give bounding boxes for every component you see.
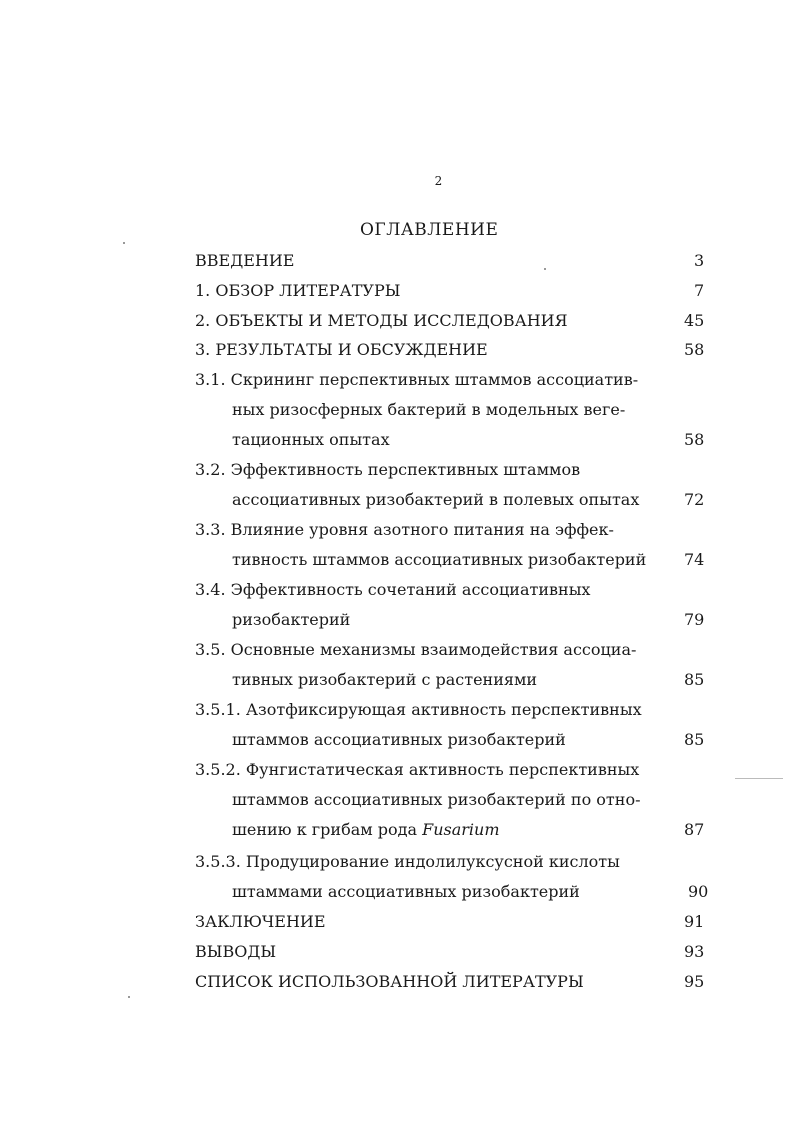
toc-entry-page: 3 — [694, 251, 705, 270]
toc-entry-section-3-4-end — [0, 608, 793, 632]
toc-entry-conclusion[interactable] — [0, 910, 793, 934]
toc-entry-title-cont: штаммами ассоциативных ризобактерий — [232, 882, 580, 901]
toc-entry-title-cont: тивность штаммов ассоциативных ризобактерий — [232, 550, 647, 569]
toc-entry-title: 2. ОБЪЕКТЫ И МЕТОДЫ ИССЛЕДОВАНИЯ — [195, 311, 568, 330]
toc-entry-section-3-5-3[interactable] — [0, 850, 793, 874]
toc-entry-page: 85 — [684, 670, 705, 689]
toc-entry-section-3-5[interactable] — [0, 638, 793, 662]
toc-entry-title-cont: штаммов ассоциативных ризобактерий по отно- — [232, 790, 641, 809]
toc-entry-title: 3.2. Эффективность перспективных штаммов — [195, 460, 581, 479]
toc-entry-page: 58 — [684, 430, 705, 449]
toc-entry-title: 3.3. Влияние уровня азотного питания на эффек- — [195, 520, 614, 539]
toc-entry-page: 79 — [684, 610, 705, 629]
toc-entry-page: 58 — [684, 340, 705, 359]
toc-entry-page: 85 — [684, 730, 705, 749]
genus-name: Fusarium — [422, 820, 500, 839]
toc-entry-section-3-5-2[interactable] — [0, 758, 793, 782]
toc-entry-title-cont: ассоциативных ризобактерий в полевых опытах — [232, 490, 640, 509]
toc-entry-title: 3.5.3. Продуцирование индолилуксусной кислоты — [195, 852, 620, 871]
toc-entry-page: 87 — [684, 820, 705, 839]
toc-entry-section-3-2[interactable] — [0, 458, 793, 482]
toc-entry-page: 74 — [684, 550, 705, 569]
toc-entry-page: 72 — [684, 490, 705, 509]
toc-entry-chapter-1[interactable] — [0, 279, 793, 303]
scan-speck — [123, 242, 125, 244]
toc-entry-title: ЗАКЛЮЧЕНИЕ — [195, 912, 326, 931]
scan-line — [735, 778, 783, 779]
toc-entry-title: ВВЕДЕНИЕ — [195, 251, 295, 270]
toc-entry-section-3-4[interactable] — [0, 578, 793, 602]
toc-entry-section-3-3[interactable] — [0, 518, 793, 542]
toc-entry-title-cont: тационных опытах — [232, 430, 390, 449]
toc-entry-page: 95 — [684, 972, 705, 991]
scan-speck — [544, 268, 546, 270]
toc-entry-section-3-5-end — [0, 668, 793, 692]
toc-entry-findings[interactable] — [0, 940, 793, 964]
toc-entry-title: 3.1. Скрининг перспективных штаммов ассоциатив- — [195, 370, 639, 389]
toc-entry-title: 1. ОБЗОР ЛИТЕРАТУРЫ — [195, 281, 401, 300]
toc-entry-section-3-5-1-end — [0, 728, 793, 752]
toc-entry-section-3-5-3-end — [0, 880, 793, 904]
toc-entry-page: 90 — [688, 882, 709, 901]
toc-entry-title: СПИСОК ИСПОЛЬЗОВАННОЙ ЛИТЕРАТУРЫ — [195, 972, 584, 991]
toc-entry-title-text: шению к грибам рода — [232, 820, 423, 839]
toc-entry-section-3-1-cont — [0, 398, 793, 422]
toc-entry-title: 3.5.1. Азотфиксирующая активность перспективных — [195, 700, 642, 719]
toc-entry-title: ВЫВОДЫ — [195, 942, 277, 961]
toc-entry-title-cont: ризобактерий — [232, 610, 351, 629]
toc-entry-title: 3.4. Эффективность сочетаний ассоциативных — [195, 580, 591, 599]
toc-entry-section-3-1[interactable] — [0, 368, 793, 392]
toc-entry-section-3-5-1[interactable] — [0, 698, 793, 722]
toc-entry-section-3-1-end — [0, 428, 793, 452]
toc-entry-introduction[interactable] — [0, 249, 793, 273]
toc-entry-chapter-3[interactable] — [0, 338, 793, 362]
toc-entry-title-cont: штаммов ассоциативных ризобактерий — [232, 730, 566, 749]
toc-entry-title: 3. РЕЗУЛЬТАТЫ И ОБСУЖДЕНИЕ — [195, 340, 488, 359]
toc-entry-page: 45 — [684, 311, 705, 330]
toc-entry-section-3-3-end — [0, 548, 793, 572]
toc-entry-title-cont: ных ризосферных бактерий в модельных веге- — [232, 400, 626, 419]
toc-entry-title: 3.5. Основные механизмы взаимодействия ассоциа- — [195, 640, 637, 659]
toc-entry-title-cont — [232, 818, 500, 842]
page-number: 2 — [434, 174, 443, 188]
toc-entry-section-3-5-2-end — [0, 818, 793, 842]
toc-entry-references[interactable] — [0, 970, 793, 994]
toc-entry-page: 7 — [694, 281, 705, 300]
toc-entry-title: 3.5.2. Фунгистатическая активность перспективных — [195, 760, 640, 779]
toc-entry-section-3-5-2-cont — [0, 788, 793, 812]
toc-title: ОГЛАВЛЕНИЕ — [360, 220, 499, 240]
toc-entry-title-cont: тивных ризобактерий с растениями — [232, 670, 538, 689]
toc-entry-page: 93 — [684, 942, 705, 961]
toc-entry-chapter-2[interactable] — [0, 309, 793, 333]
toc-entry-section-3-2-end — [0, 488, 793, 512]
scan-speck — [128, 996, 130, 998]
toc-entry-page: 91 — [684, 912, 705, 931]
